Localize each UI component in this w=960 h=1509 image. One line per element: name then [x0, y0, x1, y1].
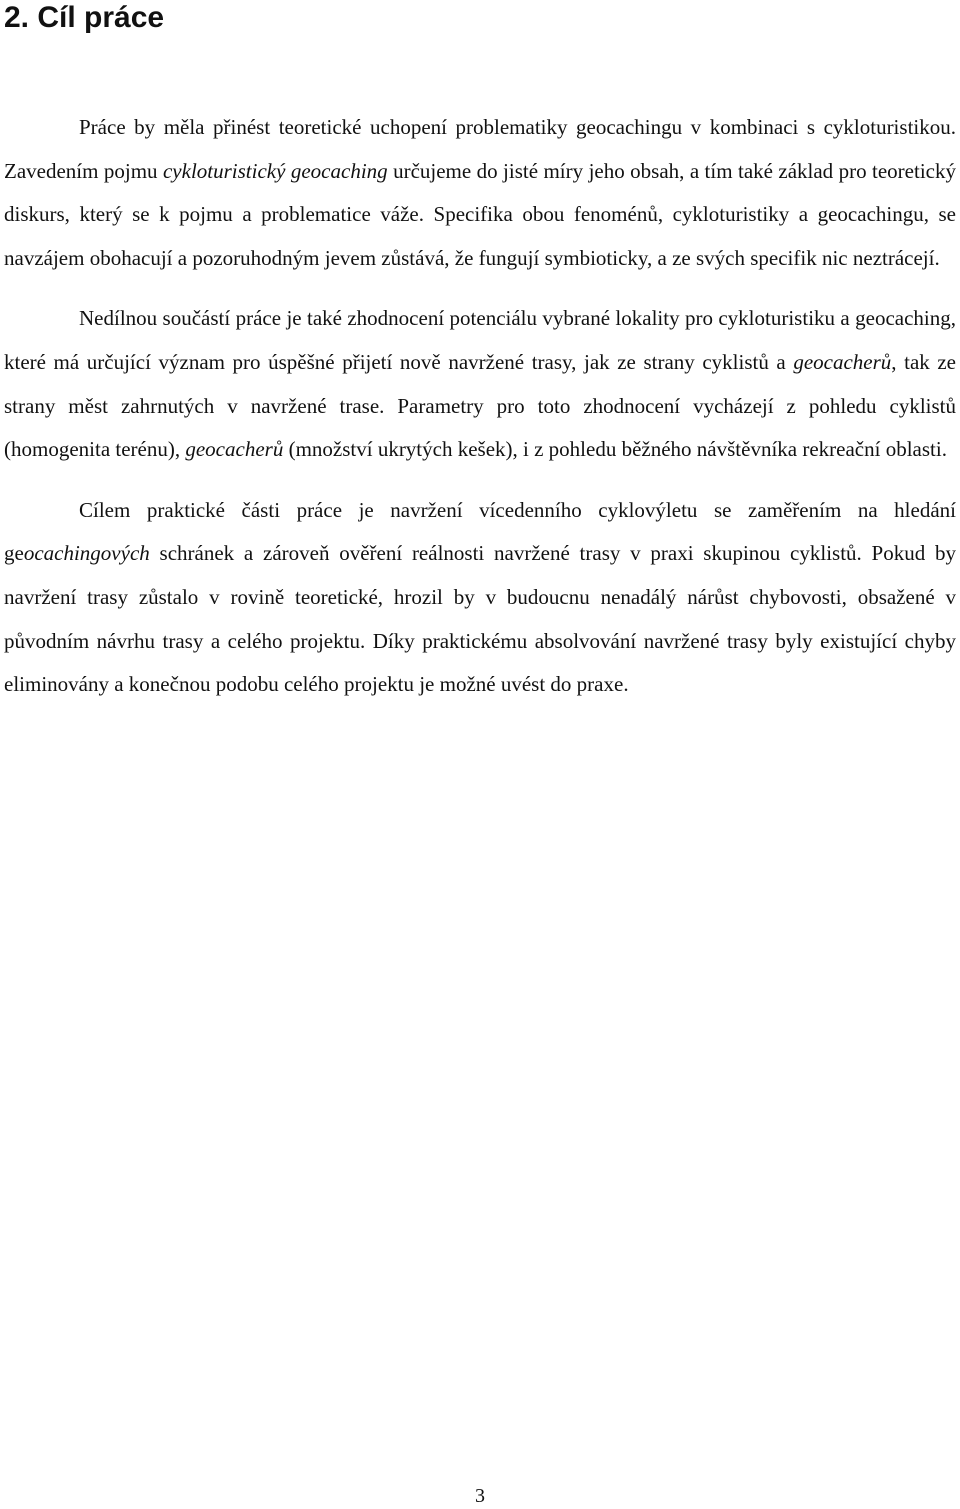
- paragraph-1-segment-3: určujeme do jisté míry jeho obsah, a tím také základ pro teoretický diskurs, který se k pojmu a problematice váže. Specifika obou fenoménů, cykloturistiky a geocachingu, se navzájem obohacují a pozoruhodným jevem zůstává, že fungují symbioticky, a ze svých specifik nic neztrácejí.: [4, 158, 956, 270]
- paragraph-2-segment-3: , tak ze strany měst zahrnutých v navržené trase. Parametry pro toto zhodnocení vycházejí z pohledu cyklistů (homogenita terénu),: [4, 349, 957, 462]
- body-text: [4, 106, 956, 707]
- paragraph-1-segment-2-italic: cykloturistický geocaching: [162, 158, 388, 183]
- paragraph-2-segment-5: (množství ukrytých kešek), i z pohledu běžného návštěvníka rekreační oblasti.: [283, 437, 947, 462]
- paragraph-2-segment-2-italic: geocacherů: [793, 349, 892, 374]
- paragraph-2-segment-4-italic: geocacherů: [185, 437, 284, 462]
- paragraph-3-segment-3: schránek a zároveň ověření reálnosti navržené trasy v praxi skupinou cyklistů. Pokud by navržení trasy zůstalo v rovině teoretické, hrozil by v budoucnu nenadálý nárůst chybovosti, obsažené v původním návrhu trasy a celého projektu. Díky praktickému absolvování navržené trasy byly existující chyby eliminovány a konečnou podobu celého projektu je možné uvést do praxe.: [4, 541, 956, 697]
- section-heading: 2. Cíl práce: [4, 1, 165, 34]
- paragraph-2-segment-1: Nedílnou součástí práce je také zhodnocení potenciálu vybrané lokality pro cykloturistiku a geocaching, které má určující význam pro úspěšné přijetí nově navržené trasy, jak ze strany cyklistů a: [4, 306, 956, 374]
- paragraph-2: [4, 297, 956, 471]
- paragraph-3-segment-2-italic: ocachingových: [23, 541, 150, 566]
- paragraph-1: [4, 106, 956, 280]
- paragraph-3: [4, 489, 956, 707]
- page-number: 3: [475, 1485, 485, 1507]
- paragraph-1-segment-1: Práce by měla přinést teoretické uchopení problematiky geocachingu v kombinaci s cykloturistikou. Zavedením pojmu: [4, 115, 956, 183]
- paragraph-3-segment-1: Cílem praktické části práce je navržení vícedenního cyklovýletu se zaměřením na hledání ge: [4, 497, 956, 566]
